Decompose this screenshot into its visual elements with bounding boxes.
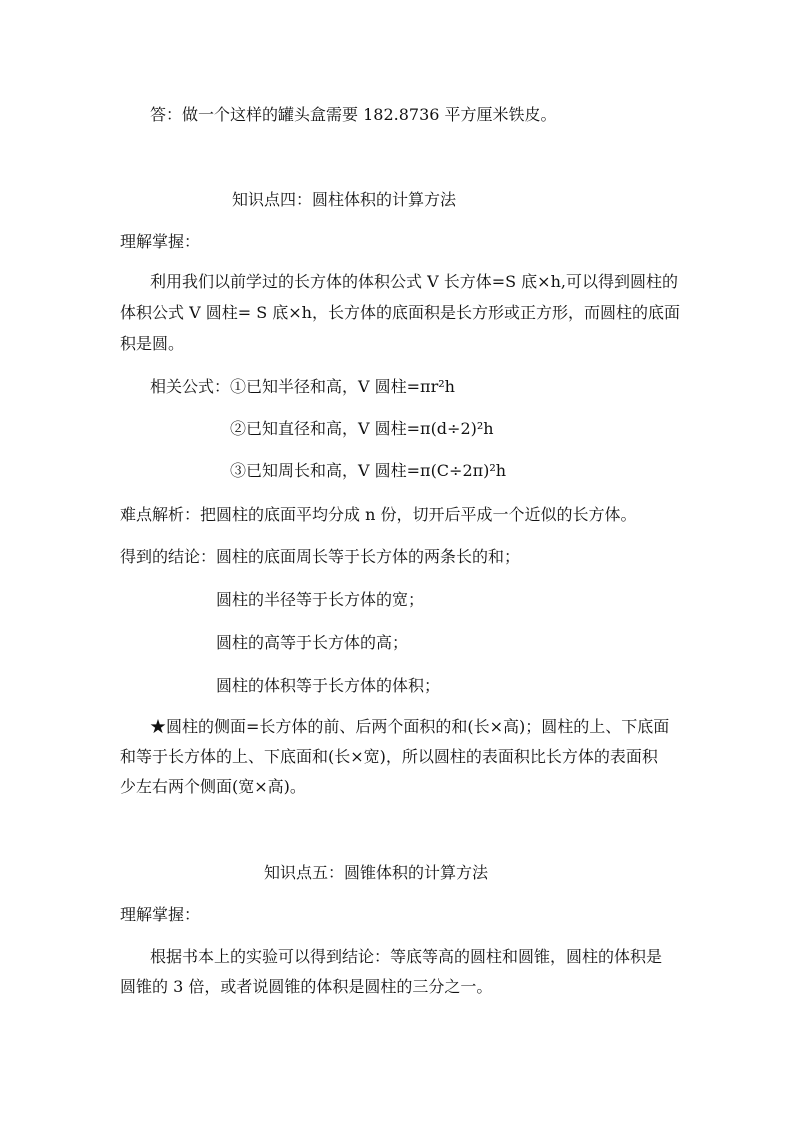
section5-para1-line1: 根据书本上的实验可以得到结论：等底等高的圆柱和圆锥，圆柱的体积是 [150, 947, 663, 966]
answer-line: 答：做一个这样的罐头盒需要 182.8736 平方厘米铁皮。 [150, 105, 557, 124]
formula-line-3: ③已知周长和高，V 圆柱=π(C÷2π)²h [230, 461, 507, 480]
section4-title: 知识点四：圆柱体积的计算方法 [232, 190, 457, 209]
star-para-line1: ★圆柱的侧面=长方体的前、后两个面积的和(长×高)；圆柱的上、下底面 [150, 717, 670, 736]
star-para-line2: 和等于长方体的上、下底面和(长×宽)，所以圆柱的表面积比长方体的表面积 [120, 747, 658, 766]
section5-title: 知识点五：圆锥体积的计算方法 [264, 863, 489, 882]
conclusion-line-4: 圆柱的体积等于长方体的体积； [216, 676, 441, 695]
conclusion-line-3: 圆柱的高等于长方体的高； [216, 633, 409, 652]
formula-line-2: ②已知直径和高，V 圆柱=π(d÷2)²h [230, 419, 494, 438]
star-para-line3: 少左右两个侧面(宽×高)。 [120, 777, 306, 796]
conclusion-line-1: 得到的结论：圆柱的底面周长等于长方体的两条长的和； [120, 547, 521, 566]
section4-understand-label: 理解掌握： [120, 232, 201, 251]
conclusion-line-2: 圆柱的半径等于长方体的宽； [216, 590, 425, 609]
formula-line-1: 相关公式：①已知半径和高，V 圆柱=πr²h [150, 377, 455, 396]
section5-understand-label: 理解掌握： [120, 905, 201, 924]
section4-para1-line1: 利用我们以前学过的长方体的体积公式 V 长方体=S 底×h,可以得到圆柱的 [150, 272, 678, 291]
section4-para1-line3: 积是圆。 [120, 334, 185, 353]
section5-para1-line2: 圆锥的 3 倍，或者说圆锥的体积是圆柱的三分之一。 [120, 977, 493, 996]
difficulty-line: 难点解析：把圆柱的底面平均分成 n 份，切开后平成一个近似的长方体。 [120, 505, 637, 524]
section4-para1-line2: 体积公式 V 圆柱= S 底×h，长方体的底面积是长方形或正方形，而圆柱的底面 [120, 303, 680, 322]
